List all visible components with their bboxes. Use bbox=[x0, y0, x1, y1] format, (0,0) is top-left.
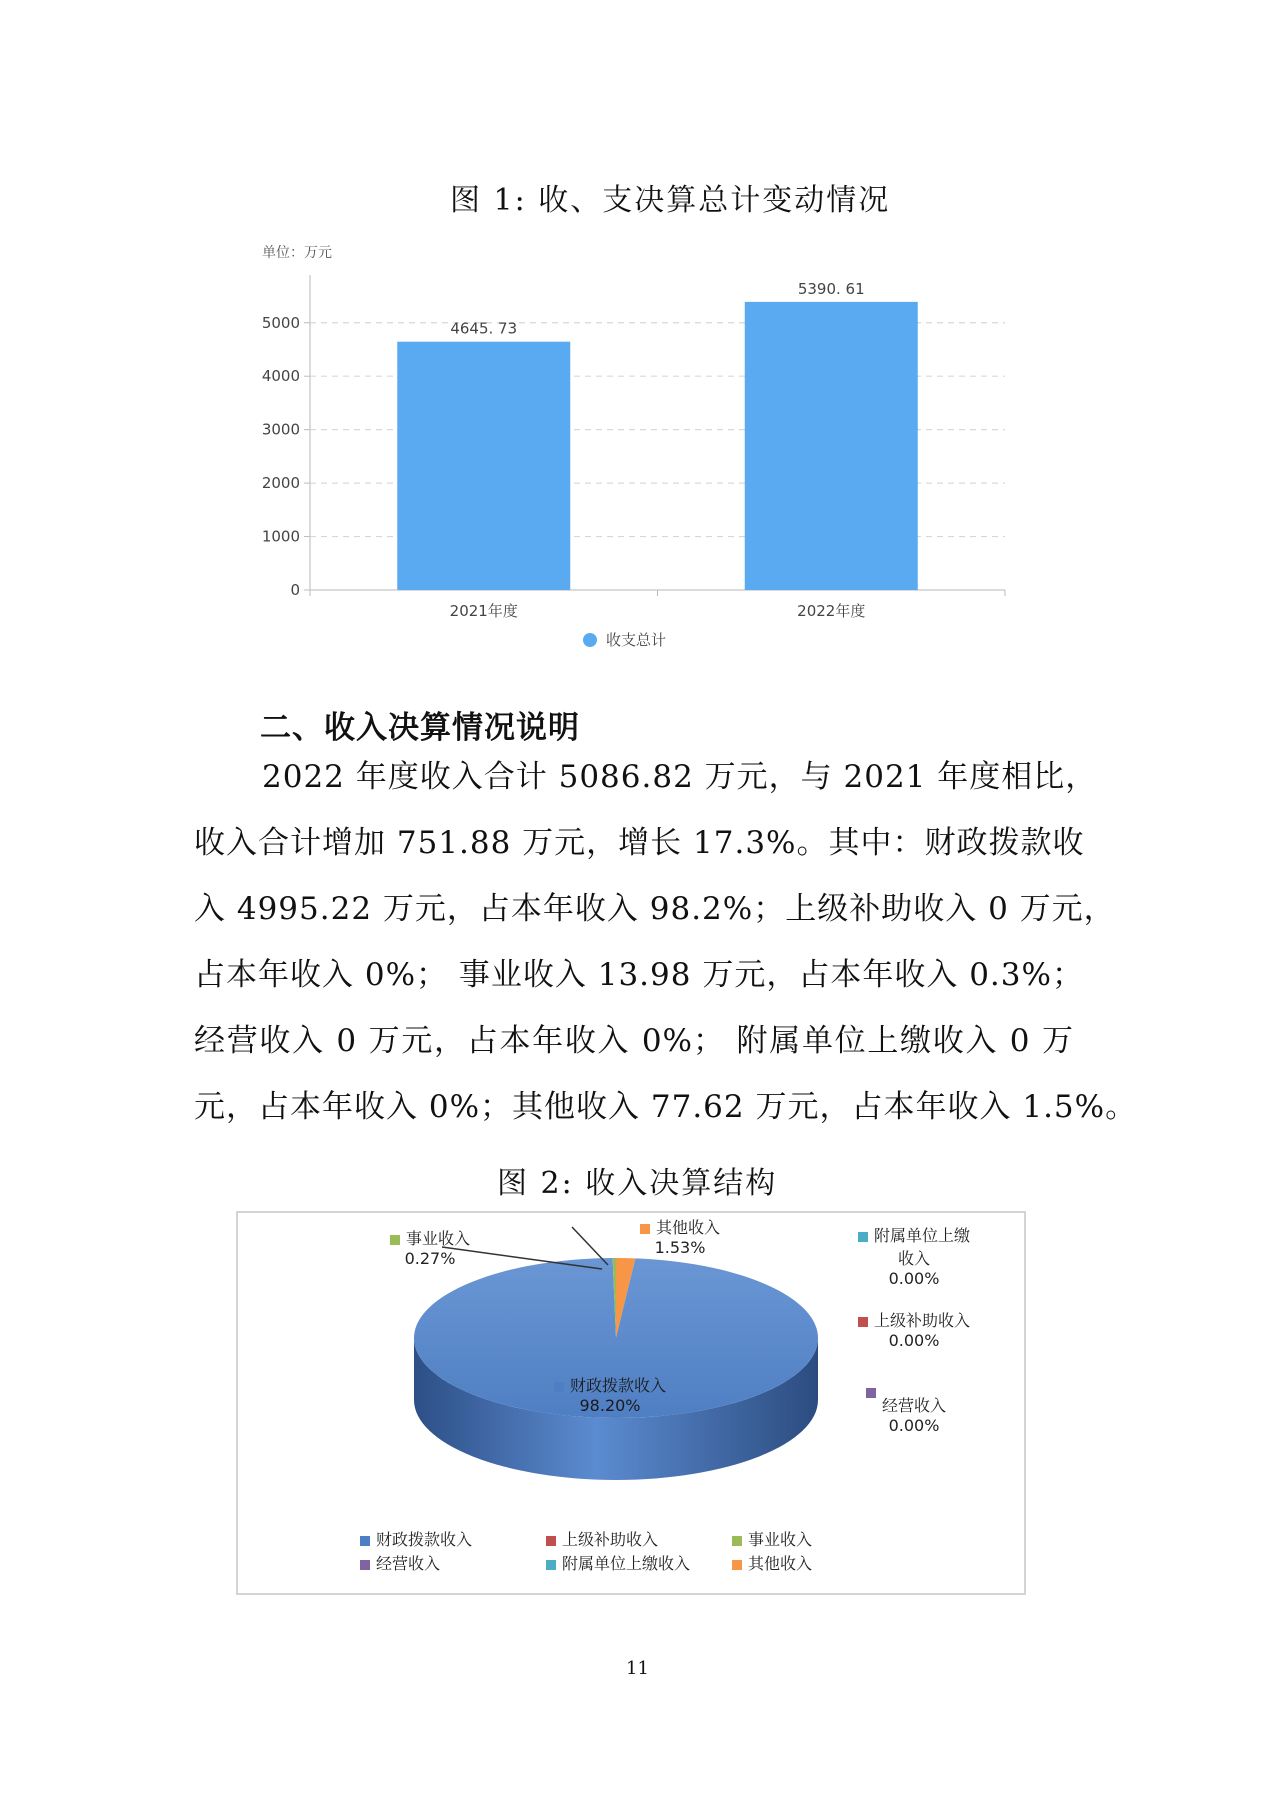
label-swatch bbox=[858, 1317, 868, 1327]
paragraph-line: 经营收入 0 万元，占本年收入 0%； 附属单位上缴收入 0 万 bbox=[194, 1023, 1074, 1059]
label-name: 附属单位上缴 bbox=[874, 1226, 971, 1245]
y-tick-label: 5000 bbox=[261, 313, 300, 332]
legend-swatch bbox=[546, 1560, 556, 1570]
legend-label: 事业收入 bbox=[748, 1530, 813, 1549]
legend-swatch bbox=[360, 1536, 370, 1546]
figure-1-title: 图 1: 收、支决算总计变动情况 bbox=[450, 183, 891, 218]
paragraph-line: 占本年收入 0%； 事业收入 13.98 万元，占本年收入 0.3%； bbox=[194, 957, 1084, 993]
paragraph-line: 收入合计增加 751.88 万元，增长 17.3%。其中：财政拨款收 bbox=[194, 825, 1085, 861]
legend-item bbox=[732, 1527, 812, 1550]
legend-swatch bbox=[732, 1560, 742, 1570]
legend-marker bbox=[583, 633, 597, 647]
label-shiye bbox=[390, 1226, 470, 1268]
bar bbox=[397, 342, 570, 590]
paragraph-line: 入 4995.22 万元，占本年收入 98.2%；上级补助收入 0 万元， bbox=[194, 891, 1116, 927]
label-percent: 0.00% bbox=[888, 1416, 940, 1435]
x-tick-label: 2022年度 bbox=[797, 602, 866, 620]
paragraph-line: 2022 年度收入合计 5086.82 万元，与 2021 年度相比， bbox=[262, 759, 1098, 795]
y-tick-label: 2000 bbox=[261, 474, 300, 493]
label-swatch bbox=[858, 1232, 868, 1242]
x-tick-label: 2021年度 bbox=[449, 602, 518, 620]
bar-data-label: 5390. 61 bbox=[797, 279, 865, 298]
label-caizheng bbox=[554, 1373, 666, 1415]
legend-label: 财政拨款收入 bbox=[376, 1530, 473, 1549]
legend-item bbox=[360, 1527, 472, 1550]
label-fushu bbox=[858, 1223, 970, 1288]
legend-item bbox=[546, 1551, 690, 1574]
bar-chart bbox=[260, 265, 1020, 665]
label-percent: 1.53% bbox=[654, 1238, 706, 1257]
label-shangji bbox=[858, 1308, 970, 1350]
label-name: 上级补助收入 bbox=[874, 1311, 971, 1330]
label-name: 其他收入 bbox=[656, 1218, 721, 1237]
y-tick-label: 1000 bbox=[261, 527, 300, 546]
y-tick-label: 3000 bbox=[261, 420, 300, 439]
label-percent: 98.20% bbox=[579, 1396, 641, 1415]
label-swatch bbox=[866, 1388, 876, 1398]
label-percent: 0.00% bbox=[888, 1331, 940, 1350]
label-name: 事业收入 bbox=[406, 1229, 471, 1248]
paragraph-line: 元，占本年收入 0%；其他收入 77.62 万元，占本年收入 1.5%。 bbox=[194, 1089, 1138, 1125]
label-qita bbox=[640, 1215, 720, 1257]
legend-label: 经营收入 bbox=[376, 1554, 441, 1573]
bar bbox=[745, 302, 918, 590]
legend-label: 收支总计 bbox=[606, 631, 667, 649]
chart-unit-label: 单位：万元 bbox=[262, 245, 332, 261]
label-name-cont: 收入 bbox=[898, 1249, 931, 1268]
page-number: 11 bbox=[626, 1658, 649, 1679]
legend-swatch bbox=[546, 1536, 556, 1546]
label-swatch bbox=[390, 1235, 400, 1245]
label-percent: 0.27% bbox=[404, 1249, 456, 1268]
legend-item bbox=[546, 1527, 658, 1550]
y-tick-label: 0 bbox=[290, 581, 300, 599]
figure-2-title: 图 2: 收入决算结构 bbox=[497, 1166, 778, 1201]
label-swatch bbox=[554, 1382, 564, 1392]
label-jingying bbox=[866, 1393, 946, 1435]
y-tick-label: 4000 bbox=[261, 367, 300, 386]
label-name: 经营收入 bbox=[882, 1396, 947, 1415]
label-swatch bbox=[640, 1224, 650, 1234]
legend-label: 上级补助收入 bbox=[562, 1530, 659, 1549]
section-heading: 二、收入决算情况说明 bbox=[260, 710, 580, 746]
label-percent: 0.00% bbox=[888, 1269, 940, 1288]
legend-swatch bbox=[732, 1536, 742, 1546]
pie-chart-frame bbox=[236, 1211, 1026, 1595]
bar-data-label: 4645. 73 bbox=[450, 319, 518, 338]
legend-item bbox=[360, 1551, 440, 1574]
section-paragraph bbox=[194, 744, 1138, 1140]
legend-swatch bbox=[360, 1560, 370, 1570]
legend-item bbox=[732, 1551, 812, 1574]
legend-label: 其他收入 bbox=[748, 1554, 813, 1573]
label-name: 财政拨款收入 bbox=[570, 1376, 667, 1395]
legend-label: 附属单位上缴收入 bbox=[562, 1554, 691, 1573]
